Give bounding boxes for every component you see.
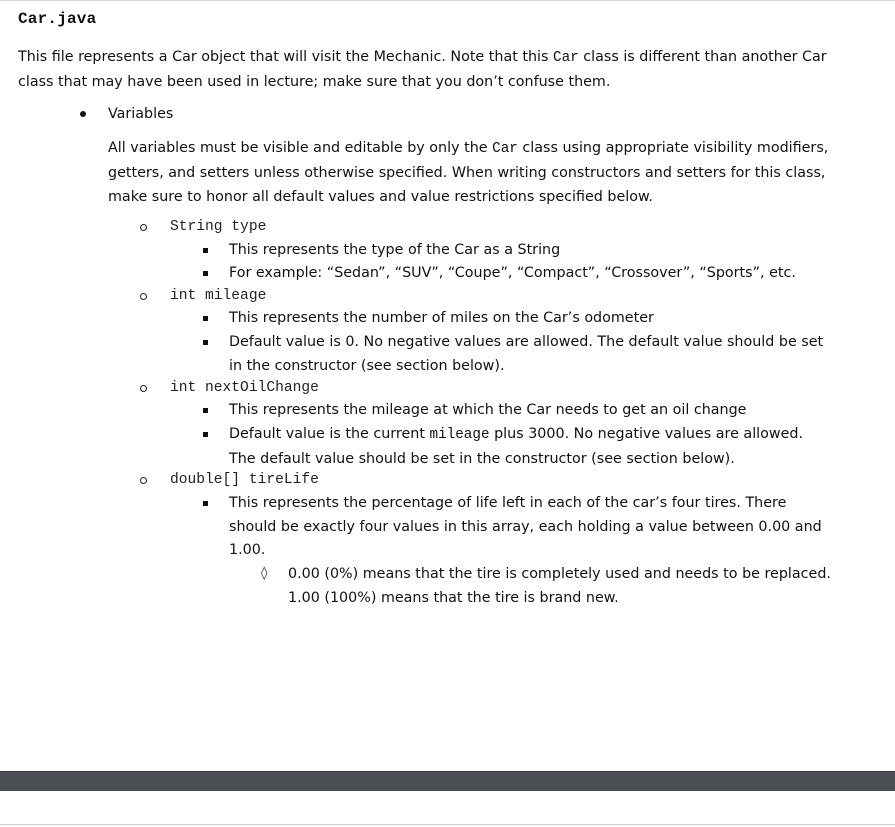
variable-name: int mileage (170, 288, 267, 304)
variable-bullet: Default value is the current mileage plus 3000. No negative values are allowed. The default value should be set in the constructor (see section below). (229, 426, 803, 467)
page-title: Car.java (18, 10, 97, 28)
desc-line-2: getters, and setters unless otherwise specified. When writing constructors and setters for this class, (108, 165, 826, 181)
circle-bullet-icon (140, 477, 147, 484)
desc-line-1: All variables must be visible and editable by only the Car class using appropriate visibility modifiers, (108, 140, 829, 157)
square-bullet-icon (203, 432, 208, 437)
variable-bullet: This represents the type of the Car as a String (229, 242, 561, 258)
circle-bullet-icon (140, 224, 147, 231)
variable-name: int nextOilChange (170, 380, 319, 396)
page-break-bar (0, 772, 895, 791)
square-bullet-icon (203, 501, 208, 506)
inline-code: Car (553, 50, 579, 66)
variable-bullet: This represents the number of miles on the Car’s odometer (229, 310, 654, 326)
intro-line-1: This file represents a Car object that will visit the Mechanic. Note that this Car class is different than another Car (18, 49, 827, 66)
section-label: Variables (108, 106, 174, 122)
inline-code: Car (492, 141, 518, 157)
variable-name: double[] tireLife (170, 472, 319, 488)
circle-bullet-icon (140, 385, 147, 392)
page-top-border (0, 0, 895, 1)
square-bullet-icon (203, 248, 208, 253)
desc-line-3: make sure to honor all default values and value restrictions specified below. (108, 189, 653, 205)
intro-line-2: class that may have been used in lecture; make sure that you don’t confuse them. (18, 74, 611, 90)
square-bullet-icon (203, 271, 208, 276)
inline-code: mileage (429, 427, 490, 443)
variable-name: String type (170, 219, 267, 235)
square-bullet-icon (203, 316, 208, 321)
tire-life-note: 0.00 (0%) means that the tire is completely used and needs to be replaced. 1.00 (100%) means that the tire is brand new. (288, 566, 831, 606)
square-bullet-icon (203, 408, 208, 413)
square-bullet-icon (203, 340, 208, 345)
bullet-icon (80, 111, 86, 117)
diamond-bullet-icon: ◊ (261, 566, 268, 581)
next-page-rule (0, 824, 895, 825)
variable-bullet: For example: “Sedan”, “SUV”, “Coupe”, “Compact”, “Crossover”, “Sports”, etc. (229, 265, 796, 281)
circle-bullet-icon (140, 293, 147, 300)
intro-paragraph (18, 45, 827, 94)
variable-bullet: Default value is 0. No negative values are allowed. The default value should be set in the constructor (see section below). (229, 334, 824, 374)
next-page (0, 791, 895, 827)
section-description (108, 136, 828, 209)
variable-bullet: This represents the percentage of life left in each of the car’s four tires. There should be exactly four values in this array, each holding a value between 0.00 and 1.00. (229, 495, 822, 558)
variable-bullet: This represents the mileage at which the Car needs to get an oil change (229, 402, 747, 418)
